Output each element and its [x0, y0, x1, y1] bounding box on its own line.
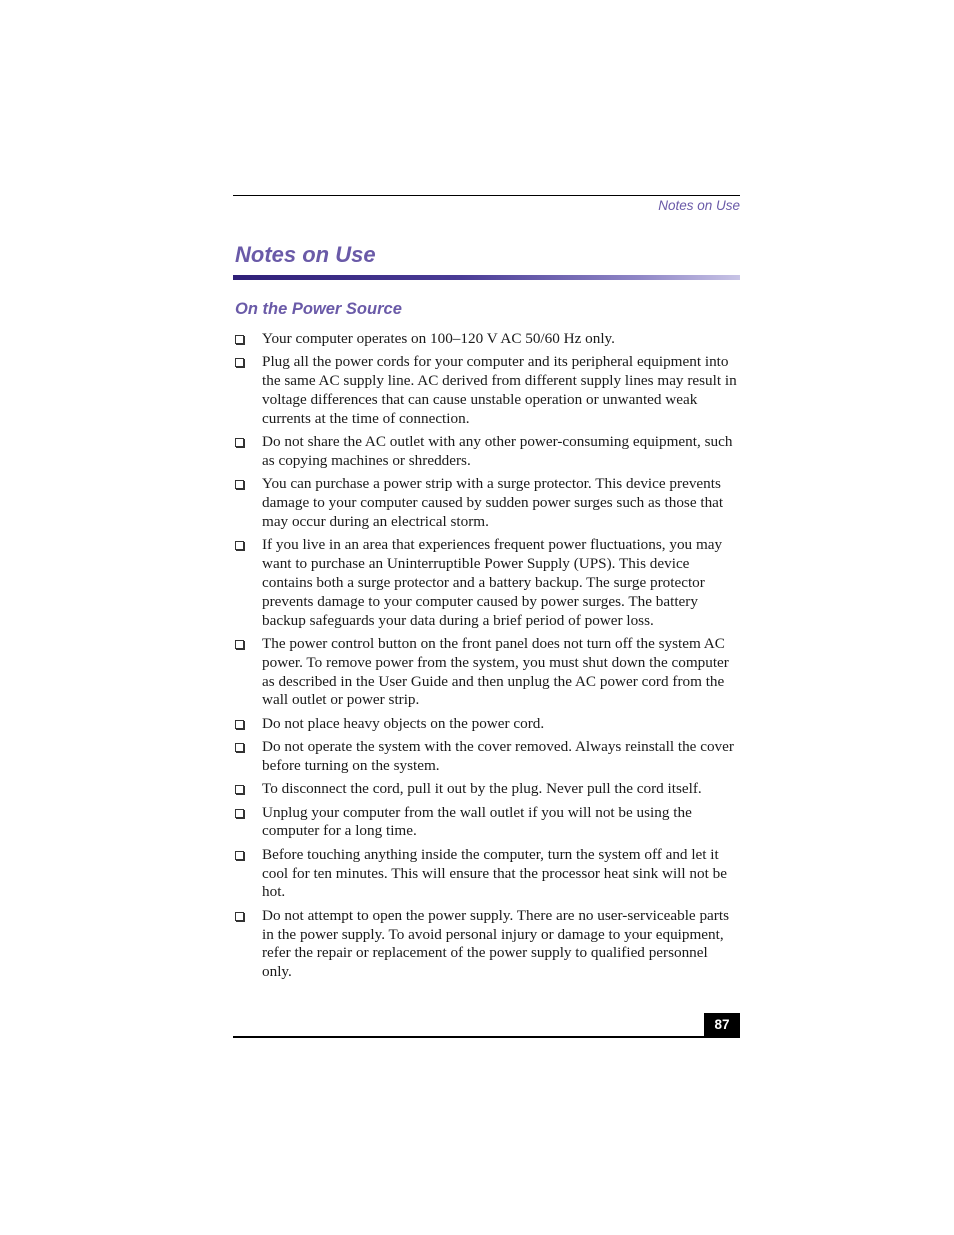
list-item — [234, 846, 740, 902]
list-item-text: Do not attempt to open the power supply. There are no user-serviceable parts in the power supply. To avoid personal injury or damage to your equipment, refer the repair or replacement of the power supply to qualified personnel only. — [262, 906, 729, 981]
checkbox-bullet-icon — [235, 480, 244, 489]
list-item — [234, 330, 740, 349]
checkbox-bullet-icon — [235, 809, 244, 818]
list-item — [234, 433, 740, 471]
checkbox-bullet-icon — [235, 912, 244, 921]
list-item-text: To disconnect the cord, pull it out by the plug. Never pull the cord itself. — [262, 780, 702, 798]
list-item — [234, 804, 740, 842]
running-header: Notes on Use — [658, 198, 740, 213]
list-item — [234, 907, 740, 982]
list-item-text: Before touching anything inside the computer, turn the system off and let it cool for ten minutes. This will ensure that the processor heat sink will not be hot. — [262, 845, 727, 901]
checkbox-bullet-icon — [235, 541, 244, 550]
list-item-text: Your computer operates on 100–120 V AC 50/60 Hz only. — [262, 330, 615, 347]
page-number: 87 — [704, 1013, 740, 1037]
checkbox-bullet-icon — [235, 851, 244, 860]
list-item-text: The power control button on the front panel does not turn off the system AC power. To remove power from the system, you must shut down the computer as described in the User Guide and then unplug the AC power cord from the wall outlet or power strip. — [262, 634, 729, 709]
list-item — [234, 738, 740, 776]
list-item — [234, 715, 740, 734]
page-title: Notes on Use — [235, 242, 376, 267]
header-rule — [233, 195, 740, 196]
list-item — [234, 536, 740, 630]
list-item-text: Do not place heavy objects on the power cord. — [262, 714, 545, 732]
list-item-text: Do not operate the system with the cover removed. Always reinstall the cover before turning on the system. — [262, 738, 734, 774]
power-source-list — [234, 330, 740, 987]
list-item-text: Unplug your computer from the wall outlet if you will not be using the computer for a long time. — [262, 803, 692, 840]
checkbox-bullet-icon — [235, 640, 244, 649]
list-item-text: Plug all the power cords for your computer and its peripheral equipment into the same AC supply line. AC derived from different supply lines may result in voltage differences that can cause unstable operation or unwanted weak currents at the time of connection. — [262, 353, 737, 427]
checkbox-bullet-icon — [235, 438, 244, 447]
checkbox-bullet-icon — [235, 335, 244, 344]
checkbox-bullet-icon — [235, 785, 244, 794]
checkbox-bullet-icon — [235, 358, 244, 367]
checkbox-bullet-icon — [235, 743, 244, 752]
footer-rule — [233, 1036, 740, 1038]
list-item-text: Do not share the AC outlet with any other power-consuming equipment, such as copying machines or shredders. — [262, 433, 733, 469]
list-item — [234, 635, 740, 710]
list-item — [234, 475, 740, 531]
section-title: On the Power Source — [235, 300, 402, 318]
list-item — [234, 353, 740, 428]
list-item-text: If you live in an area that experiences frequent power fluctuations, you may want to purchase an Uninterruptible Power Supply (UPS). This device contains both a surge protector and a battery backup. The surge protector prevents damage to your computer caused by power surges. The battery backup safeguards your data during a brief period of power loss. — [262, 536, 723, 629]
list-item — [234, 780, 740, 799]
list-item-text: You can purchase a power strip with a surge protector. This device prevents damage to your computer caused by sudden power surges such as those that may occur during an electrical storm. — [262, 475, 724, 530]
checkbox-bullet-icon — [235, 720, 244, 729]
title-underline-bar — [233, 275, 740, 280]
